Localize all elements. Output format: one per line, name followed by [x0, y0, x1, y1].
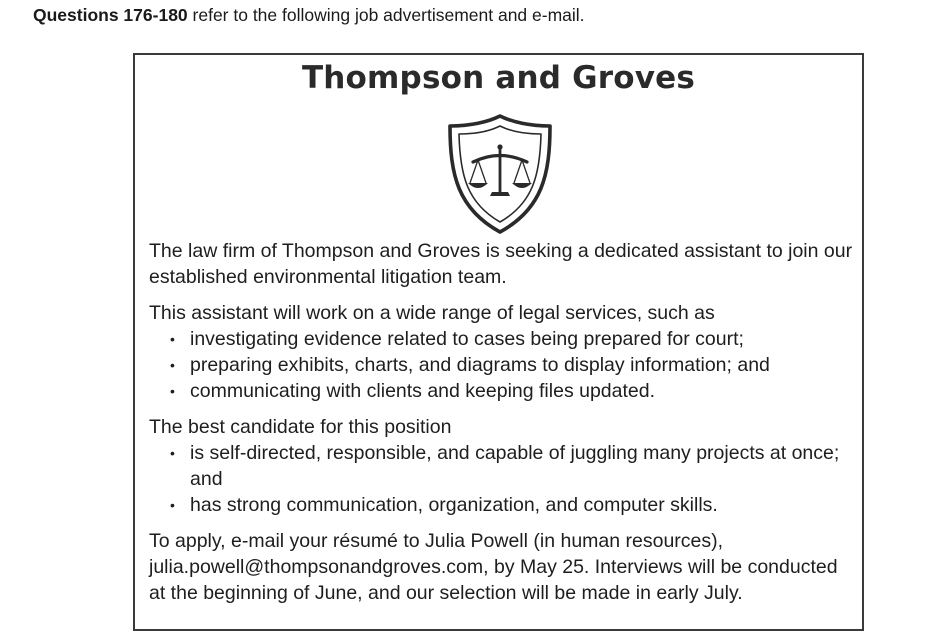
shield-scales-of-justice-icon: [444, 113, 556, 235]
question-instruction-text: refer to the following job advertisement and e-mail.: [187, 5, 585, 25]
list-item: • investigating evidence related to cases being prepared for court;: [149, 326, 854, 352]
list-item: • has strong communication, organization, and computer skills.: [149, 492, 854, 518]
list-item: • is self-directed, responsible, and capable of juggling many projects at once; and: [149, 440, 854, 492]
duties-intro: This assistant will work on a wide range of legal services, such as: [149, 302, 715, 324]
duties-list: [149, 326, 854, 404]
job-advertisement: [133, 53, 864, 631]
intro-paragraph: The law firm of Thompson and Groves is seeking a dedicated assistant to join our established environmental litigation team.: [149, 240, 853, 288]
qualities-list: [149, 440, 854, 518]
list-item: • communicating with clients and keeping files updated.: [149, 378, 854, 404]
question-instruction: [33, 5, 585, 26]
advertisement-body: [149, 238, 854, 616]
question-range: Questions 176-180: [33, 5, 188, 25]
apply-paragraph: To apply, e-mail your résumé to Julia Powell (in human resources), julia.powell@thompsonandgroves.com, by May 25. Interviews will be conducted at the beginning of June, and our selection will be made in early July.: [149, 530, 838, 604]
candidate-intro: The best candidate for this position: [149, 416, 452, 438]
list-item: • preparing exhibits, charts, and diagrams to display information; and: [149, 352, 854, 378]
company-name: Thompson and Groves: [301, 60, 696, 96]
